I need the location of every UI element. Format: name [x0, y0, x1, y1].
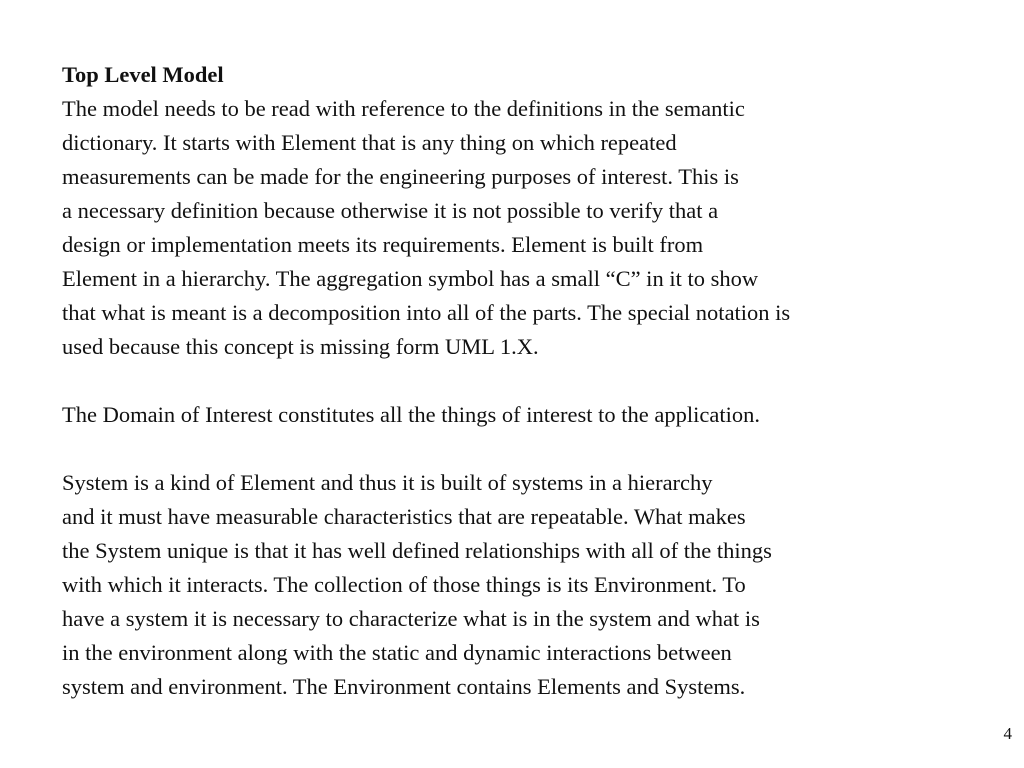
paragraph-spacer — [62, 432, 1002, 466]
text-line: have a system it is necessary to characterize what is in the system and what is — [62, 606, 760, 631]
text-line: measurements can be made for the engineering purposes of interest. This is — [62, 164, 739, 189]
text-line: The model needs to be read with reference to the definitions in the semantic — [62, 96, 745, 121]
text-line: in the environment along with the static and dynamic interactions between — [62, 640, 732, 665]
text-line: The Domain of Interest constitutes all the things of interest to the application. — [62, 402, 760, 427]
text-line: design or implementation meets its requirements. Element is built from — [62, 232, 704, 257]
text-line: Element in a hierarchy. The aggregation symbol has a small “C” in it to show — [62, 266, 759, 291]
text-line: the System unique is that it has well defined relationships with all of the things — [62, 538, 772, 563]
paragraph-system-description — [62, 466, 1002, 704]
text-line: system and environment. The Environment contains Elements and Systems. — [62, 674, 746, 699]
text-line: a necessary definition because otherwise it is not possible to verify that a — [62, 198, 719, 223]
text-line: that what is meant is a decomposition into all of the parts. The special notation is — [62, 300, 791, 325]
page-number: 4 — [1003, 724, 1012, 743]
text-line: System is a kind of Element and thus it is built of systems in a hierarchy — [62, 470, 713, 495]
paragraph-domain-of-interest — [62, 398, 1002, 432]
text-line: and it must have measurable characteristics that are repeatable. What makes — [62, 504, 746, 529]
text-line: with which it interacts. The collection of those things is its Environment. To — [62, 572, 746, 597]
paragraph-model-description — [62, 92, 1002, 364]
text-line: used because this concept is missing form UML 1.X. — [62, 334, 539, 359]
paragraph-spacer — [62, 364, 1002, 398]
text-line: dictionary. It starts with Element that is any thing on which repeated — [62, 130, 677, 155]
slide-body — [62, 58, 1002, 704]
slide-title: Top Level Model — [62, 62, 224, 87]
